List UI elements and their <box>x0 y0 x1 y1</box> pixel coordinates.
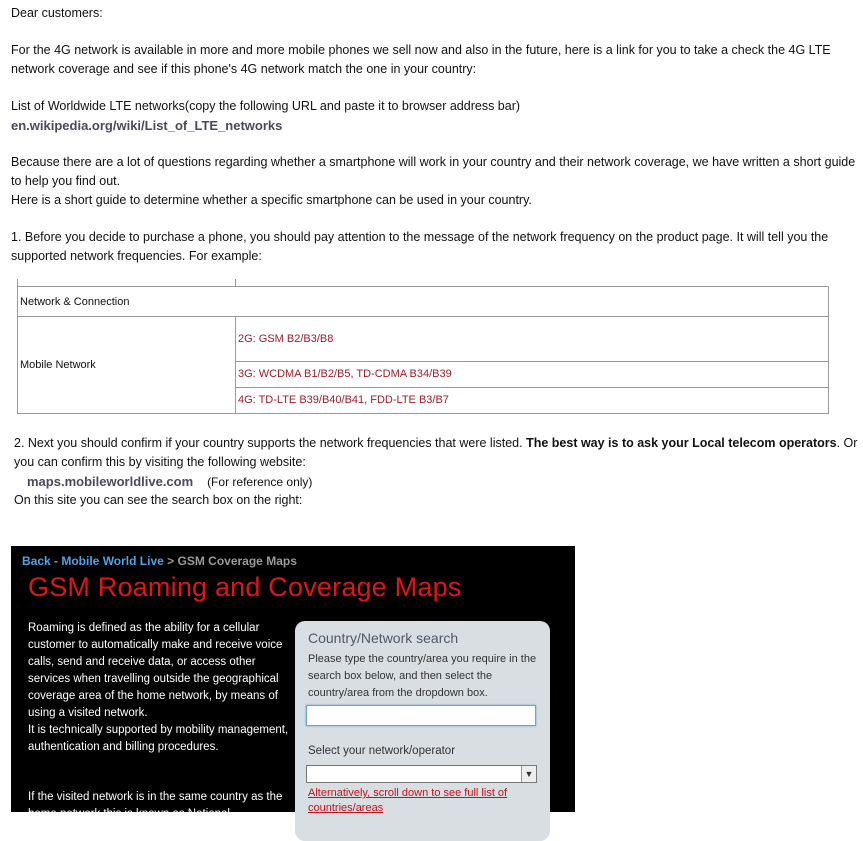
country-network-search-panel <box>295 621 550 841</box>
band-4g: 4G: TD-LTE B39/B40/B41, FDD-LTE B3/B7 <box>236 387 829 413</box>
band-3g: 3G: WCDMA B1/B2/B5, TD-CDMA B34/B39 <box>236 361 829 387</box>
roaming-paragraph-2: It is technically supported by mobility management, authentication and billing procedures. <box>28 724 289 753</box>
greeting: Dear customers: <box>11 6 103 20</box>
lte-networks-url[interactable]: en.wikipedia.org/wiki/List_of_LTE_networks <box>11 118 283 133</box>
breadcrumb <box>22 554 297 568</box>
breadcrumb-dash: - <box>50 554 62 568</box>
spec-row-label: Mobile Network <box>18 317 236 414</box>
search-panel-description: Please type the country/area you require in the search box below, and then select the country/area from the dropdown box. <box>308 653 537 699</box>
roaming-paragraph-3: If the visited network is in the same country as the home network this is known as National <box>28 791 283 820</box>
network-operator-select[interactable] <box>306 765 537 783</box>
step-2-text <box>14 434 859 472</box>
gsm-page-title: GSM Roaming and Coverage Maps <box>28 572 462 602</box>
search-panel-title: Country/Network search <box>308 630 459 646</box>
band-2g: 2G: GSM B2/B3/B8 <box>236 317 829 361</box>
step-2-intro: 2. Next you should confirm if your country supports the network frequencies that were listed. <box>14 436 523 450</box>
site-url[interactable]: maps.mobileworldlive.com <box>27 474 194 489</box>
intro-paragraph: For the 4G network is available in more and more mobile phones we sell now and also in the future, here is a link for you to take a check the 4G LTE network coverage and see if this phone's 4G network match the one in your country: <box>11 43 831 76</box>
full-country-list-link[interactable]: Alternatively, scroll down to see full list of countries/areas <box>308 787 508 814</box>
site-note: On this site you can see the search box on the right: <box>14 493 303 507</box>
guide-paragraph-1: Because there are a lot of questions regarding whether a smartphone will work in your country and their network coverage, we have written a short guide to help you find out. <box>11 155 856 188</box>
breadcrumb-separator: > <box>163 554 178 568</box>
mobile-world-live-link[interactable]: Mobile World Live <box>61 554 164 568</box>
site-line <box>27 472 859 492</box>
chevron-down-icon[interactable]: ▼ <box>521 766 536 782</box>
step-2-bold: The best way is to ask your Local telecom operators <box>526 436 837 450</box>
roaming-description <box>28 620 294 756</box>
lte-list-label: List of Worldwide LTE networks(copy the following URL and paste it to browser address bar) <box>11 99 521 113</box>
country-search-input[interactable] <box>306 705 536 726</box>
step-2-rest: . Or you can confirm this by visiting the following website: <box>14 436 858 469</box>
step-1-text: 1. Before you decide to purchase a phone, you should pay attention to the message of the network frequency on the product page. It will tell you the supported network frequencies. For example: <box>11 230 829 263</box>
reference-note: (For reference only) <box>207 475 313 489</box>
breadcrumb-current: GSM Coverage Maps <box>177 554 297 568</box>
gsm-coverage-screenshot <box>11 546 575 820</box>
spec-header: Network & Connection <box>18 287 829 317</box>
roaming-paragraph-1: Roaming is defined as the ability for a cellular customer to automatically make and receive voice calls, send and receive data, or access other services when travelling outside the geographical coverage area of the home network, by means of using a visited network. <box>28 622 283 719</box>
network-spec-table <box>17 286 829 414</box>
back-link[interactable]: Back <box>22 554 51 568</box>
guide-paragraph-2: Here is a short guide to determine whether a specific smartphone can be used in your country. <box>11 193 532 207</box>
network-select-label: Select your network/operator <box>308 745 456 757</box>
